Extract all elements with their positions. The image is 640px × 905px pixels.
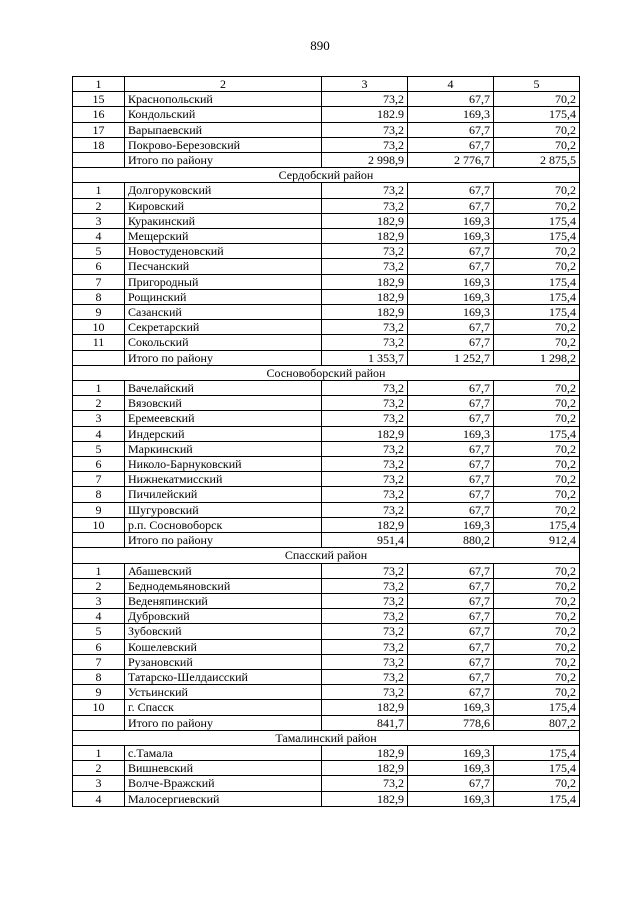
column-header-1: 1 <box>73 77 125 92</box>
value-cell-col4: 67,7 <box>408 624 494 639</box>
value-cell-col4: 2 776,7 <box>408 153 494 168</box>
row-number-cell <box>73 533 125 548</box>
value-cell-col5: 175,4 <box>494 791 580 806</box>
row-number-cell: 6 <box>73 457 125 472</box>
value-cell-col4: 67,7 <box>408 669 494 684</box>
row-name-cell: Итого по району <box>125 533 322 548</box>
value-cell-col4: 169,3 <box>408 213 494 228</box>
row-number-cell: 5 <box>73 244 125 259</box>
row-number-cell: 3 <box>73 593 125 608</box>
row-number-cell: 5 <box>73 441 125 456</box>
value-cell-col3: 182,9 <box>322 791 408 806</box>
value-cell-col3: 73,2 <box>322 502 408 517</box>
value-cell-col5: 70,2 <box>494 411 580 426</box>
row-name-cell: Дубровский <box>125 609 322 624</box>
value-cell-col5: 175,4 <box>494 745 580 760</box>
value-cell-col3: 73,2 <box>322 381 408 396</box>
table-row <box>73 213 580 228</box>
value-cell-col5: 2 875,5 <box>494 153 580 168</box>
table-row <box>73 396 580 411</box>
value-cell-col3: 73,2 <box>322 259 408 274</box>
section-header-row <box>73 730 580 745</box>
value-cell-col3: 951,4 <box>322 533 408 548</box>
row-number-cell: 2 <box>73 198 125 213</box>
row-name-cell: Пичилейский <box>125 487 322 502</box>
row-name-cell: р.п. Сосновоборск <box>125 517 322 532</box>
value-cell-col5: 70,2 <box>494 593 580 608</box>
row-number-cell <box>73 350 125 365</box>
table-row <box>73 624 580 639</box>
row-name-cell: Мещерский <box>125 229 322 244</box>
table-row <box>73 107 580 122</box>
value-cell-col3: 73,2 <box>322 624 408 639</box>
row-name-cell: Кошелевский <box>125 639 322 654</box>
value-cell-col4: 67,7 <box>408 685 494 700</box>
section-title: Спасский район <box>73 548 580 563</box>
value-cell-col5: 70,2 <box>494 472 580 487</box>
value-cell-col4: 169,3 <box>408 700 494 715</box>
row-number-cell: 8 <box>73 487 125 502</box>
row-number-cell: 2 <box>73 578 125 593</box>
value-cell-col5: 1 298,2 <box>494 350 580 365</box>
value-cell-col3: 73,2 <box>322 122 408 137</box>
table-row <box>73 426 580 441</box>
value-cell-col4: 67,7 <box>408 441 494 456</box>
value-cell-col3: 73,2 <box>322 776 408 791</box>
row-number-cell: 10 <box>73 517 125 532</box>
value-cell-col4: 169,3 <box>408 289 494 304</box>
value-cell-col5: 175,4 <box>494 229 580 244</box>
table-row <box>73 335 580 350</box>
value-cell-col3: 73,2 <box>322 487 408 502</box>
value-cell-col4: 67,7 <box>408 776 494 791</box>
row-number-cell: 11 <box>73 335 125 350</box>
value-cell-col3: 73,2 <box>322 669 408 684</box>
section-title: Сердобский район <box>73 168 580 183</box>
value-cell-col3: 182,9 <box>322 761 408 776</box>
value-cell-col5: 175,4 <box>494 107 580 122</box>
value-cell-col4: 67,7 <box>408 183 494 198</box>
row-number-cell: 15 <box>73 92 125 107</box>
row-name-cell: Вязовский <box>125 396 322 411</box>
value-cell-col3: 73,2 <box>322 441 408 456</box>
value-cell-col5: 175,4 <box>494 289 580 304</box>
row-number-cell: 17 <box>73 122 125 137</box>
value-cell-col4: 778,6 <box>408 715 494 730</box>
value-cell-col3: 73,2 <box>322 457 408 472</box>
value-cell-col5: 70,2 <box>494 198 580 213</box>
row-name-cell: Песчанский <box>125 259 322 274</box>
section-title: Тамалинский район <box>73 730 580 745</box>
value-cell-col5: 70,2 <box>494 183 580 198</box>
value-cell-col4: 67,7 <box>408 502 494 517</box>
row-number-cell: 4 <box>73 426 125 441</box>
value-cell-col5: 70,2 <box>494 639 580 654</box>
row-number-cell: 5 <box>73 624 125 639</box>
table-row <box>73 669 580 684</box>
value-cell-col5: 175,4 <box>494 213 580 228</box>
value-cell-col5: 175,4 <box>494 426 580 441</box>
value-cell-col3: 73,2 <box>322 654 408 669</box>
table-row <box>73 563 580 578</box>
value-cell-col5: 70,2 <box>494 685 580 700</box>
value-cell-col4: 67,7 <box>408 593 494 608</box>
value-cell-col3: 73,2 <box>322 472 408 487</box>
row-number-cell: 8 <box>73 289 125 304</box>
table-row <box>73 487 580 502</box>
row-name-cell: Устьинский <box>125 685 322 700</box>
value-cell-col5: 70,2 <box>494 396 580 411</box>
value-cell-col3: 182.9 <box>322 107 408 122</box>
section-header-row <box>73 168 580 183</box>
column-header-3: 3 <box>322 77 408 92</box>
row-name-cell: Итого по району <box>125 350 322 365</box>
value-cell-col5: 70,2 <box>494 122 580 137</box>
value-cell-col4: 169,3 <box>408 229 494 244</box>
value-cell-col4: 67,7 <box>408 654 494 669</box>
value-cell-col3: 73,2 <box>322 320 408 335</box>
row-name-cell: Варыпаевский <box>125 122 322 137</box>
row-name-cell: Шугуровский <box>125 502 322 517</box>
value-cell-col3: 182,9 <box>322 700 408 715</box>
value-cell-col3: 73,2 <box>322 593 408 608</box>
value-cell-col4: 67,7 <box>408 396 494 411</box>
row-name-cell: Волче-Вражский <box>125 776 322 791</box>
value-cell-col5: 70,2 <box>494 381 580 396</box>
row-number-cell: 2 <box>73 761 125 776</box>
row-number-cell: 9 <box>73 502 125 517</box>
data-table <box>72 76 580 807</box>
row-name-cell: Рощинский <box>125 289 322 304</box>
row-name-cell: Еремеевский <box>125 411 322 426</box>
column-header-5: 5 <box>494 77 580 92</box>
row-name-cell: Новостуденовский <box>125 244 322 259</box>
value-cell-col5: 175,4 <box>494 305 580 320</box>
value-cell-col3: 73,2 <box>322 137 408 152</box>
table-row <box>73 441 580 456</box>
value-cell-col4: 67,7 <box>408 578 494 593</box>
row-name-cell: Сазанский <box>125 305 322 320</box>
table-row <box>73 578 580 593</box>
value-cell-col5: 175,4 <box>494 700 580 715</box>
row-number-cell: 16 <box>73 107 125 122</box>
table-row <box>73 92 580 107</box>
value-cell-col4: 67,7 <box>408 639 494 654</box>
value-cell-col5: 807,2 <box>494 715 580 730</box>
value-cell-col5: 70,2 <box>494 563 580 578</box>
row-number-cell: 4 <box>73 791 125 806</box>
value-cell-col4: 67,7 <box>408 335 494 350</box>
value-cell-col3: 73,2 <box>322 685 408 700</box>
row-number-cell: 18 <box>73 137 125 152</box>
value-cell-col3: 73,2 <box>322 183 408 198</box>
value-cell-col4: 1 252,7 <box>408 350 494 365</box>
table-row <box>73 305 580 320</box>
value-cell-col5: 70,2 <box>494 502 580 517</box>
value-cell-col4: 67,7 <box>408 137 494 152</box>
section-header-row <box>73 548 580 563</box>
value-cell-col3: 182,9 <box>322 229 408 244</box>
value-cell-col4: 67,7 <box>408 487 494 502</box>
value-cell-col5: 912,4 <box>494 533 580 548</box>
row-name-cell: Нижнекатмисский <box>125 472 322 487</box>
table-row <box>73 198 580 213</box>
row-name-cell: Николо-Барнуковский <box>125 457 322 472</box>
value-cell-col3: 73,2 <box>322 639 408 654</box>
row-number-cell: 9 <box>73 685 125 700</box>
value-cell-col3: 73,2 <box>322 198 408 213</box>
row-number-cell: 2 <box>73 396 125 411</box>
row-name-cell: Секретарский <box>125 320 322 335</box>
value-cell-col5: 70,2 <box>494 654 580 669</box>
value-cell-col4: 67,7 <box>408 198 494 213</box>
value-cell-col3: 182,9 <box>322 213 408 228</box>
value-cell-col4: 67,7 <box>408 563 494 578</box>
value-cell-col5: 70,2 <box>494 244 580 259</box>
row-name-cell: Маркинский <box>125 441 322 456</box>
value-cell-col5: 70,2 <box>494 320 580 335</box>
value-cell-col4: 169,3 <box>408 426 494 441</box>
value-cell-col4: 67,7 <box>408 381 494 396</box>
total-row <box>73 715 580 730</box>
row-name-cell: Веденяпинский <box>125 593 322 608</box>
value-cell-col5: 70,2 <box>494 335 580 350</box>
row-number-cell: 1 <box>73 183 125 198</box>
value-cell-col5: 70,2 <box>494 669 580 684</box>
table-row <box>73 320 580 335</box>
value-cell-col5: 70,2 <box>494 92 580 107</box>
value-cell-col4: 67,7 <box>408 259 494 274</box>
column-header-2: 2 <box>125 77 322 92</box>
value-cell-col5: 175,4 <box>494 761 580 776</box>
row-number-cell: 1 <box>73 381 125 396</box>
row-name-cell: Рузановский <box>125 654 322 669</box>
value-cell-col3: 73,2 <box>322 92 408 107</box>
total-row <box>73 533 580 548</box>
value-cell-col3: 73,2 <box>322 609 408 624</box>
value-cell-col3: 182,9 <box>322 745 408 760</box>
value-cell-col3: 182,9 <box>322 305 408 320</box>
row-name-cell: Кондольский <box>125 107 322 122</box>
row-name-cell: Итого по району <box>125 153 322 168</box>
row-name-cell: Покрово-Березовский <box>125 137 322 152</box>
table-row <box>73 609 580 624</box>
value-cell-col5: 175,4 <box>494 517 580 532</box>
value-cell-col4: 169,3 <box>408 761 494 776</box>
row-name-cell: Долгоруковский <box>125 183 322 198</box>
row-name-cell: Вачелайский <box>125 381 322 396</box>
value-cell-col4: 67,7 <box>408 609 494 624</box>
row-number-cell: 10 <box>73 700 125 715</box>
value-cell-col4: 67,7 <box>408 457 494 472</box>
value-cell-col4: 67,7 <box>408 320 494 335</box>
value-cell-col5: 70,2 <box>494 137 580 152</box>
table-row <box>73 137 580 152</box>
value-cell-col3: 73,2 <box>322 396 408 411</box>
table-row <box>73 502 580 517</box>
value-cell-col3: 73,2 <box>322 578 408 593</box>
total-row <box>73 350 580 365</box>
row-number-cell: 8 <box>73 669 125 684</box>
column-header-4: 4 <box>408 77 494 92</box>
value-cell-col5: 70,2 <box>494 457 580 472</box>
table-row <box>73 791 580 806</box>
table-row <box>73 411 580 426</box>
value-cell-col3: 73,2 <box>322 563 408 578</box>
row-number-cell: 9 <box>73 305 125 320</box>
section-header-row <box>73 365 580 380</box>
value-cell-col4: 169,3 <box>408 107 494 122</box>
value-cell-col4: 169,3 <box>408 791 494 806</box>
table-row <box>73 761 580 776</box>
row-number-cell: 7 <box>73 654 125 669</box>
row-number-cell: 6 <box>73 259 125 274</box>
value-cell-col3: 73,2 <box>322 335 408 350</box>
row-number-cell: 3 <box>73 213 125 228</box>
table-row <box>73 517 580 532</box>
table-row <box>73 700 580 715</box>
row-name-cell: Итого по району <box>125 715 322 730</box>
row-number-cell <box>73 715 125 730</box>
table-row <box>73 289 580 304</box>
table-row <box>73 274 580 289</box>
table-row <box>73 776 580 791</box>
row-name-cell: Краснопольский <box>125 92 322 107</box>
table-row <box>73 745 580 760</box>
value-cell-col5: 70,2 <box>494 578 580 593</box>
row-number-cell: 7 <box>73 274 125 289</box>
value-cell-col5: 70,2 <box>494 259 580 274</box>
value-cell-col5: 70,2 <box>494 609 580 624</box>
value-cell-col4: 169,3 <box>408 745 494 760</box>
row-name-cell: с.Тамала <box>125 745 322 760</box>
row-number-cell: 6 <box>73 639 125 654</box>
table-row <box>73 685 580 700</box>
row-number-cell: 1 <box>73 563 125 578</box>
row-number-cell: 4 <box>73 609 125 624</box>
section-title: Сосновоборский район <box>73 365 580 380</box>
total-row <box>73 153 580 168</box>
page-number: 890 <box>310 38 330 53</box>
value-cell-col5: 70,2 <box>494 776 580 791</box>
row-number-cell <box>73 153 125 168</box>
row-name-cell: Вишневский <box>125 761 322 776</box>
row-name-cell: Малосергиевский <box>125 791 322 806</box>
table-row <box>73 457 580 472</box>
table-row <box>73 639 580 654</box>
table-row <box>73 259 580 274</box>
table-row <box>73 381 580 396</box>
row-number-cell: 3 <box>73 411 125 426</box>
value-cell-col4: 169,3 <box>408 517 494 532</box>
row-name-cell: Татарско-Шелдаисский <box>125 669 322 684</box>
row-name-cell: Куракинский <box>125 213 322 228</box>
row-number-cell: 3 <box>73 776 125 791</box>
table-header-row <box>73 77 580 92</box>
row-name-cell: Пригородный <box>125 274 322 289</box>
table-row <box>73 593 580 608</box>
value-cell-col3: 73,2 <box>322 244 408 259</box>
table-row <box>73 122 580 137</box>
value-cell-col3: 182,9 <box>322 426 408 441</box>
value-cell-col5: 70,2 <box>494 487 580 502</box>
value-cell-col5: 175,4 <box>494 274 580 289</box>
table-row <box>73 183 580 198</box>
value-cell-col4: 169,3 <box>408 274 494 289</box>
value-cell-col4: 67,7 <box>408 122 494 137</box>
value-cell-col4: 880,2 <box>408 533 494 548</box>
value-cell-col4: 67,7 <box>408 411 494 426</box>
value-cell-col5: 70,2 <box>494 441 580 456</box>
value-cell-col4: 67,7 <box>408 472 494 487</box>
row-number-cell: 10 <box>73 320 125 335</box>
value-cell-col3: 1 353,7 <box>322 350 408 365</box>
table-row <box>73 244 580 259</box>
row-number-cell: 7 <box>73 472 125 487</box>
row-number-cell: 1 <box>73 745 125 760</box>
table-row <box>73 472 580 487</box>
row-name-cell: Абашевский <box>125 563 322 578</box>
value-cell-col3: 73,2 <box>322 411 408 426</box>
value-cell-col3: 2 998,9 <box>322 153 408 168</box>
row-name-cell: Кировский <box>125 198 322 213</box>
value-cell-col3: 841,7 <box>322 715 408 730</box>
row-name-cell: Беднодемьяновский <box>125 578 322 593</box>
value-cell-col3: 182,9 <box>322 517 408 532</box>
value-cell-col4: 67,7 <box>408 92 494 107</box>
row-name-cell: Зубовский <box>125 624 322 639</box>
value-cell-col4: 67,7 <box>408 244 494 259</box>
value-cell-col3: 182,9 <box>322 289 408 304</box>
row-name-cell: г. Спасск <box>125 700 322 715</box>
table-row <box>73 654 580 669</box>
value-cell-col3: 182,9 <box>322 274 408 289</box>
row-name-cell: Индерский <box>125 426 322 441</box>
row-name-cell: Сокольский <box>125 335 322 350</box>
table-row <box>73 229 580 244</box>
value-cell-col5: 70,2 <box>494 624 580 639</box>
row-number-cell: 4 <box>73 229 125 244</box>
value-cell-col4: 169,3 <box>408 305 494 320</box>
